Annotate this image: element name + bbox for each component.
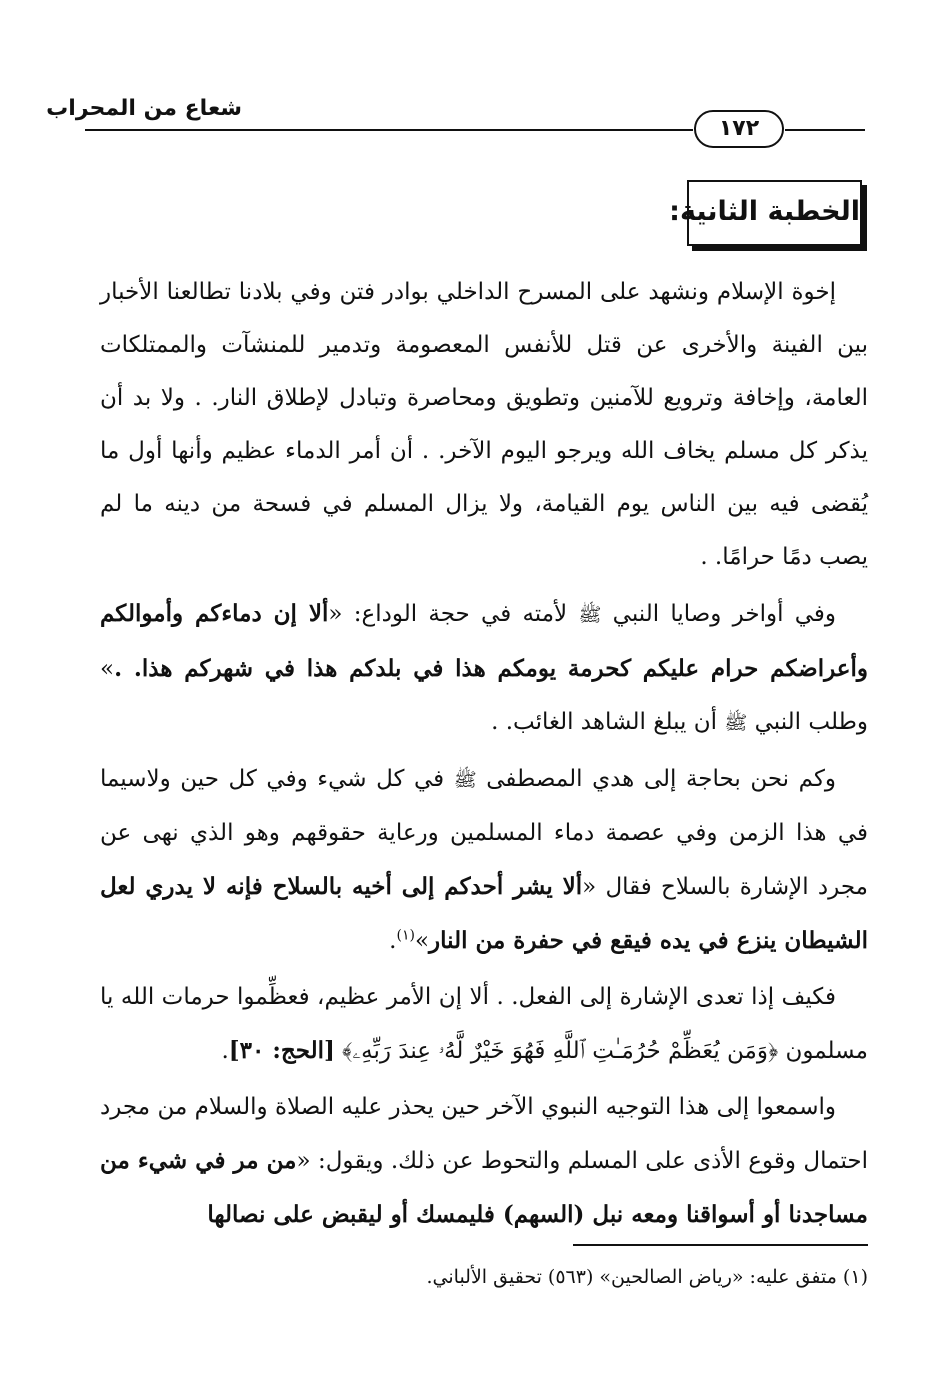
section-heading: الخطبة الثانية: — [687, 180, 862, 246]
paragraph — [100, 1081, 868, 1242]
footnote: (١) متفق عليه: «رياض الصالحين» (٥٦٣) تحقيق الألباني. — [426, 1266, 868, 1288]
paragraph-text: لأمته في حجة الوداع: « — [328, 601, 579, 627]
paragraph — [100, 971, 868, 1078]
paragraph-text: في كل شيء وفي كل حين ولاسيما في هذا الزمن وفي عصمة دماء المسلمين ورعاية حقوقهم وهو الذي نهى عن مجرد الإشارة بالسلاح فقال « — [100, 766, 868, 900]
hadith-quote: [الحج: ٣٠] — [228, 1037, 335, 1064]
paragraph-text: » — [414, 928, 430, 954]
paragraph-text: إخوة الإسلام ونشهد على المسرح الداخلي بوادر فتن وفي بلادنا تطالعنا الأخبار بين الفينة والأخرى عن قتل للأنفس المعصومة وتدمير للمنشآت والممتلكات العامة، وإخافة وترويع للآمنين وتطويق ومحاصرة وتبادل لإطلاق النار. . ولا بد أن يذكر كل مسلم يخاف الله ويرجو اليوم الآخر. . أن أمر الدماء عظيم وأنها أول ما يُقضى فيه بين الناس يوم القيامة، ولا يزال المسلم في فسحة من دينه ما لم يصب دمًا حرامًا. . — [100, 279, 868, 570]
paragraph — [100, 266, 868, 584]
body-text — [100, 266, 868, 1242]
paragraph-text: أن يبلغ الشاهد الغائب. . — [491, 709, 725, 735]
hadith-quote: ألا إن دماءكم وأموالكم وأعراضكم حرام عليكم كحرمة يومكم هذا في بلدكم هذا في شهركم هذا. . — [100, 600, 868, 682]
paragraph-text: وفي أواخر وصايا النبي — [601, 601, 836, 627]
page-number: ١٧٢ — [694, 110, 784, 148]
paragraph-text: . — [389, 928, 397, 954]
footnote-rule — [573, 1244, 868, 1246]
hadith-quote: من مر في شيء من مساجدنا أو أسواقنا ومعه نبل (السهم) فليمسك أو ليقبض على نصالها — [100, 1147, 868, 1228]
header-rule-right — [785, 129, 865, 131]
hadith-quote: ألا يشر أحدكم إلى أخيه بالسلاح فإنه لا يدري لعل الشيطان ينزع في يده فيقع في حفرة من النار — [100, 873, 868, 954]
footnote-marker: (١) — [396, 927, 415, 944]
paragraph-text: . — [221, 1038, 229, 1064]
salutation-glyph: ﷺ — [724, 712, 748, 734]
paragraph-text: وكم نحن بحاجة إلى هدي المصطفى — [476, 766, 836, 792]
paragraph-text: » وطلب النبي — [100, 656, 868, 735]
header-rule-left — [85, 129, 693, 131]
paragraph — [100, 587, 868, 750]
paragraph-text: واسمعوا إلى هذا التوجيه النبوي الآخر حين يحذر عليه الصلاة والسلام من مجرد احتمال وقوع الأذى على المسلم والتحوط عن ذلك. ويقول: « — [100, 1094, 868, 1174]
salutation-glyph: ﷺ — [578, 604, 602, 626]
salutation-glyph: ﷺ — [453, 769, 477, 791]
paragraph-text: فكيف إذا تعدى الإشارة إلى الفعل. . ألا إن الأمر عظيم، فعظِّموا حرمات الله يا مسلمون ﴿وَمَن يُعَظِّمْ حُرُمَـٰتِ ٱللَّهِ فَهُوَ خَيْرٌ لَّهُۥ عِندَ رَبِّهِۦ﴾ — [100, 984, 868, 1064]
running-title: شعاع من المحراب — [46, 96, 242, 121]
paragraph — [100, 753, 868, 968]
